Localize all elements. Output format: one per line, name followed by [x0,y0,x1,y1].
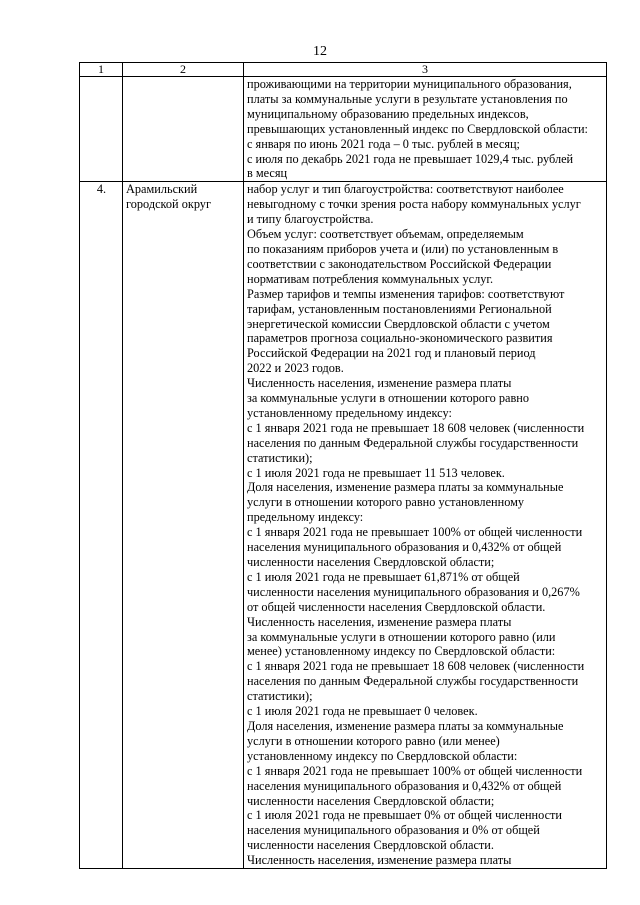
table-header-row [80,63,607,77]
text-line: Российской Федерации на 2021 год и плановый период [247,346,536,361]
text-line: населения по данным Федеральной службы государственности [247,674,579,689]
text-line: с июля по декабрь 2021 года не превышает 1029,4 тыс. рублей [247,151,574,166]
text-line: Размер тарифов и темпы изменения тарифов: соответствуют [247,286,565,301]
text-line: с 1 января 2021 года не превышает 100% от общей численности [247,763,583,778]
text-line: статистики); [247,450,313,465]
text-line: за коммунальные услуги в отношении которого равно (или [247,629,556,644]
text-line: установленному индексу по Свердловской области: [247,748,518,763]
text-line: численности населения Свердловской области; [247,793,495,808]
text-line: в месяц [247,166,288,181]
text-line: энергетической комиссии Свердловской области с учетом [247,316,550,331]
text-line: за коммунальные услуги в отношении которого равно [247,391,530,406]
text-line: населения муниципального образования и 0,432% от общей [247,540,562,555]
document-table [79,62,607,869]
page-number: 12 [313,44,327,59]
text-line: услуги в отношении которого равно (или менее) [247,733,500,748]
row-text-cell [244,182,607,869]
continuation-text-cell [244,77,607,182]
text-line: с 1 июля 2021 года не превышает 0 человек. [247,704,478,719]
text-line: численности населения муниципального образования и 0,267% [247,584,580,599]
text-line: Доля населения, изменение размера платы за коммунальные [247,480,564,495]
row-number-cell: 4. [80,182,123,869]
text-line: параметров прогноза социально-экономического развития [247,331,553,346]
text-line: с 1 июля 2021 года не превышает 11 513 человек. [247,465,505,480]
text-line: с 1 января 2021 года не превышает 18 608 человек (численности [247,659,585,674]
text-line: Объем услуг: соответствует объемам, определяемым [247,227,524,242]
text-line: и типу благоустройства. [247,212,374,227]
text-line: Численность населения, изменение размера платы [247,376,512,391]
text-line: с 1 июля 2021 года не превышает 0% от общей численности [247,808,563,823]
continuation-number-cell [80,77,123,182]
table-row-4 [80,182,607,869]
text-line: населения муниципального образования и 0% от общей [247,823,540,838]
text-line: 2022 и 2023 годов. [247,361,344,376]
text-line: нормативам потребления коммунальных услуг. [247,271,494,286]
text-line: тарифам, установленным постановлениями Региональной [247,301,552,316]
text-line: с 1 января 2021 года не превышает 100% от общей численности [247,525,583,540]
header-cell-3: 3 [244,63,607,77]
text-line: услуги в отношении которого равно установленному [247,495,525,510]
text-line: по показаниям приборов учета и (или) по установленным в [247,241,559,256]
text-line: численности населения Свердловской области; [247,555,495,569]
text-line: статистики); [247,689,313,704]
header-cell-2: 2 [123,63,244,77]
text-line: установленному предельному индексу: [247,405,452,420]
text-line: менее) установленному индексу по Свердловской области: [247,644,556,659]
header-cell-1: 1 [80,63,123,77]
text-line: населения по данным Федеральной службы государственности [247,435,579,450]
text-line: проживающими на территории муниципального образования, [247,77,572,91]
text-line: предельному индексу: [247,510,364,525]
text-line: набор услуг и тип благоустройства: соответствуют наиболее [247,182,564,197]
text-line: Доля населения, изменение размера платы за коммунальные [247,718,564,733]
text-line: Численность населения, изменение размера платы [247,614,512,629]
text-line: соответствии с законодательством Российской Федерации [247,256,552,271]
text-line: невыгодному с точки зрения роста набору коммунальных услуг [247,197,581,212]
text-line: с января по июнь 2021 года – 0 тыс. рублей в месяц; [247,136,520,151]
text-line: численности населения Свердловской области. [247,838,494,853]
text-line: Численность населения, изменение размера платы [247,853,512,868]
text-line: от общей численности населения Свердловской области. [247,599,546,614]
text-line: муниципальному образованию предельных индексов, [247,106,529,121]
continuation-row [80,77,607,182]
continuation-name-cell [123,77,244,182]
text-line: с 1 июля 2021 года не превышает 61,871% от общей [247,569,520,584]
text-line: населения муниципального образования и 0,432% от общей [247,778,562,793]
text-line: превышающих установленный индекс по Свердловской области: [247,121,588,136]
text-line: с 1 января 2021 года не превышает 18 608 человек (численности [247,420,585,435]
municipality-name-cell: Арамильский городской округ [123,182,244,869]
text-line: платы за коммунальные услуги в результате установления по [247,91,568,106]
